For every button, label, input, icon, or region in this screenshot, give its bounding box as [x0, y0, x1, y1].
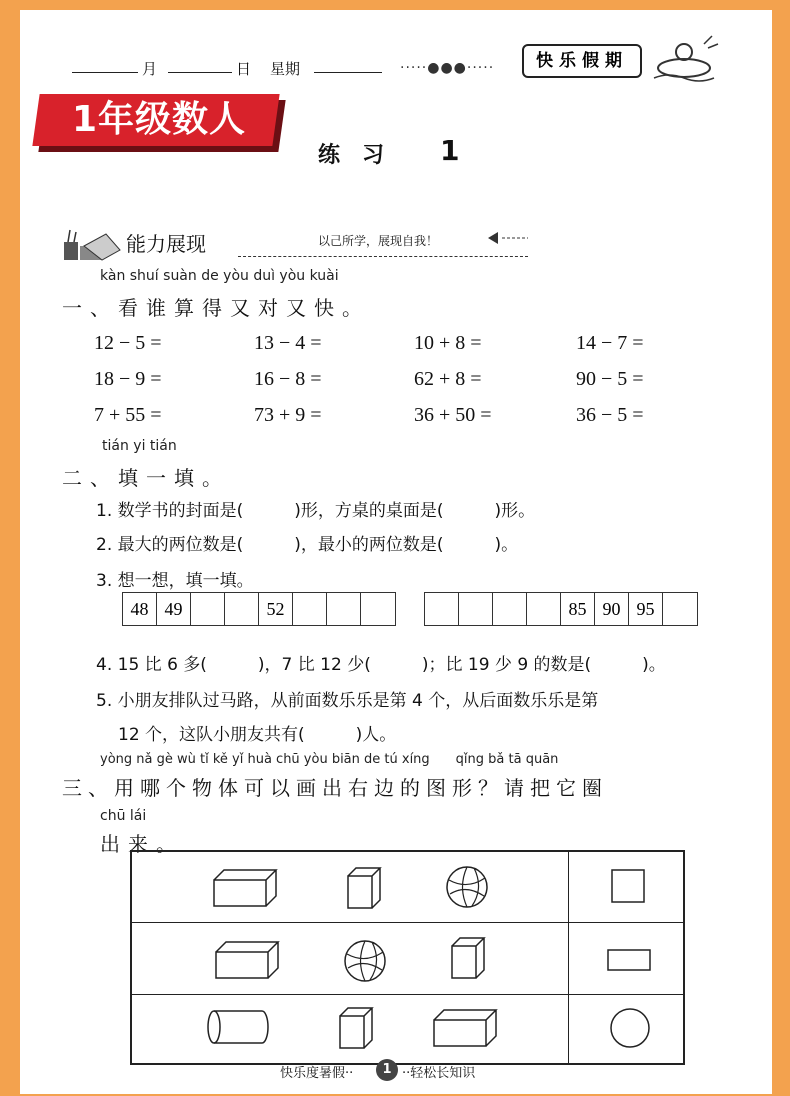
equation: 13 − 4 = — [254, 332, 322, 354]
cube-icon[interactable] — [450, 936, 486, 980]
q1-pinyin: kàn shuí suàn de yòu duì yòu kuài — [100, 268, 339, 284]
q2-item-5-line-1: 5. 小朋友排队过马路，从前面数乐乐是第 4 个，从后面数乐乐是第 — [96, 691, 599, 711]
brand-badge: 快乐假期 — [522, 44, 642, 78]
vacation-swimmer-icon — [644, 30, 734, 86]
row-divider — [132, 922, 683, 923]
number-cell: 85 — [561, 593, 595, 625]
equation: 14 − 7 = — [576, 332, 644, 354]
number-line-left — [122, 592, 396, 626]
number-cell-blank[interactable] — [493, 593, 527, 625]
banner-title: 1年级数人 — [71, 99, 247, 140]
row-divider — [132, 994, 683, 995]
number-cell-blank[interactable] — [225, 593, 259, 625]
q2-item-4: 4. 15 比 6 多( )，7 比 12 少( )；比 19 少 9 的数是( )。 — [96, 655, 666, 675]
number-cell-blank[interactable] — [425, 593, 459, 625]
equation: 7 + 55 = — [94, 404, 162, 426]
equation: 90 − 5 = — [576, 368, 644, 390]
equation: 62 + 8 = — [414, 368, 482, 390]
day-blank[interactable] — [168, 52, 232, 73]
number-line-right — [424, 592, 698, 626]
exercise-number: 1 — [440, 134, 460, 167]
ball-icon[interactable] — [444, 864, 490, 910]
number-cell-blank[interactable] — [527, 593, 561, 625]
equation: 36 − 5 = — [576, 404, 644, 426]
rectangle-shape-icon — [606, 948, 652, 972]
page-number: 1 — [376, 1059, 398, 1081]
ball-icon[interactable] — [342, 938, 388, 984]
q2-heading: 二、填一填。 — [62, 466, 230, 490]
number-cell: 95 — [629, 593, 663, 625]
books-icon — [62, 224, 124, 264]
q2-item-1: 1. 数学书的封面是( )形，方桌的桌面是( )形。 — [96, 501, 536, 521]
q2-item-3: 3. 想一想，填一填。 — [96, 571, 254, 591]
weekday-label: 星期 — [270, 60, 301, 78]
number-cell: 49 — [157, 593, 191, 625]
equation: 12 − 5 = — [94, 332, 162, 354]
square-shape-icon — [610, 868, 646, 904]
shapes-table — [130, 850, 685, 1065]
number-cell-blank[interactable] — [459, 593, 493, 625]
long-box-icon[interactable] — [212, 868, 278, 908]
equation: 73 + 9 = — [254, 404, 322, 426]
footer-right: ··轻松长知识 — [402, 1066, 476, 1081]
cylinder-icon[interactable] — [206, 1008, 270, 1046]
number-cell: 48 — [123, 593, 157, 625]
month-blank[interactable] — [72, 52, 138, 73]
q1-heading: 一、看谁算得又对又快。 — [62, 296, 370, 320]
cube-icon[interactable] — [338, 1006, 374, 1050]
month-label: 月 — [142, 60, 158, 78]
q3-pinyin-1: yòng nǎ gè wù tǐ kě yǐ huà chū yòu biān de tú xíng qǐng bǎ tā quān — [100, 752, 559, 767]
number-cell: 52 — [259, 593, 293, 625]
section-rule — [238, 256, 528, 257]
number-cell-blank[interactable] — [293, 593, 327, 625]
q2-item-5-line-2: 12 个，这队小朋友共有( )人。 — [118, 725, 397, 745]
day-label: 日 — [236, 60, 252, 78]
number-cell-blank[interactable] — [327, 593, 361, 625]
q3-heading-1: 三、用哪个物体可以画出右边的图形？请把它圈 — [62, 776, 608, 800]
number-cell-blank[interactable] — [191, 593, 225, 625]
weekday-blank[interactable] — [314, 52, 382, 73]
equation: 36 + 50 = — [414, 404, 492, 426]
number-cell-blank[interactable] — [361, 593, 395, 625]
q2-pinyin: tián yi tián — [102, 438, 177, 454]
worksheet-page — [20, 10, 772, 1094]
header-dots: ·····●●●····· — [400, 60, 495, 76]
equation: 10 + 8 = — [414, 332, 482, 354]
column-divider — [568, 852, 569, 1063]
q2-item-2: 2. 最大的两位数是( )，最小的两位数是( )。 — [96, 535, 519, 555]
number-cell-blank[interactable] — [663, 593, 697, 625]
number-cell: 90 — [595, 593, 629, 625]
equation: 16 − 8 = — [254, 368, 322, 390]
long-box-icon[interactable] — [432, 1008, 498, 1048]
section-label: 能力展现 — [126, 232, 206, 256]
speaker-arrow-icon — [484, 228, 532, 248]
q3-pinyin-2: chū lái — [100, 808, 147, 824]
footer-left: 快乐度暑假·· — [280, 1066, 354, 1081]
cube-icon[interactable] — [346, 866, 382, 910]
long-box-icon[interactable] — [214, 940, 280, 980]
q3-heading-2: 出来。 — [100, 832, 184, 856]
section-slogan: 以己所学，展现自我！ — [318, 234, 439, 248]
equation: 18 − 9 = — [94, 368, 162, 390]
circle-shape-icon — [608, 1006, 652, 1050]
exercise-title: 练习 — [318, 143, 407, 168]
